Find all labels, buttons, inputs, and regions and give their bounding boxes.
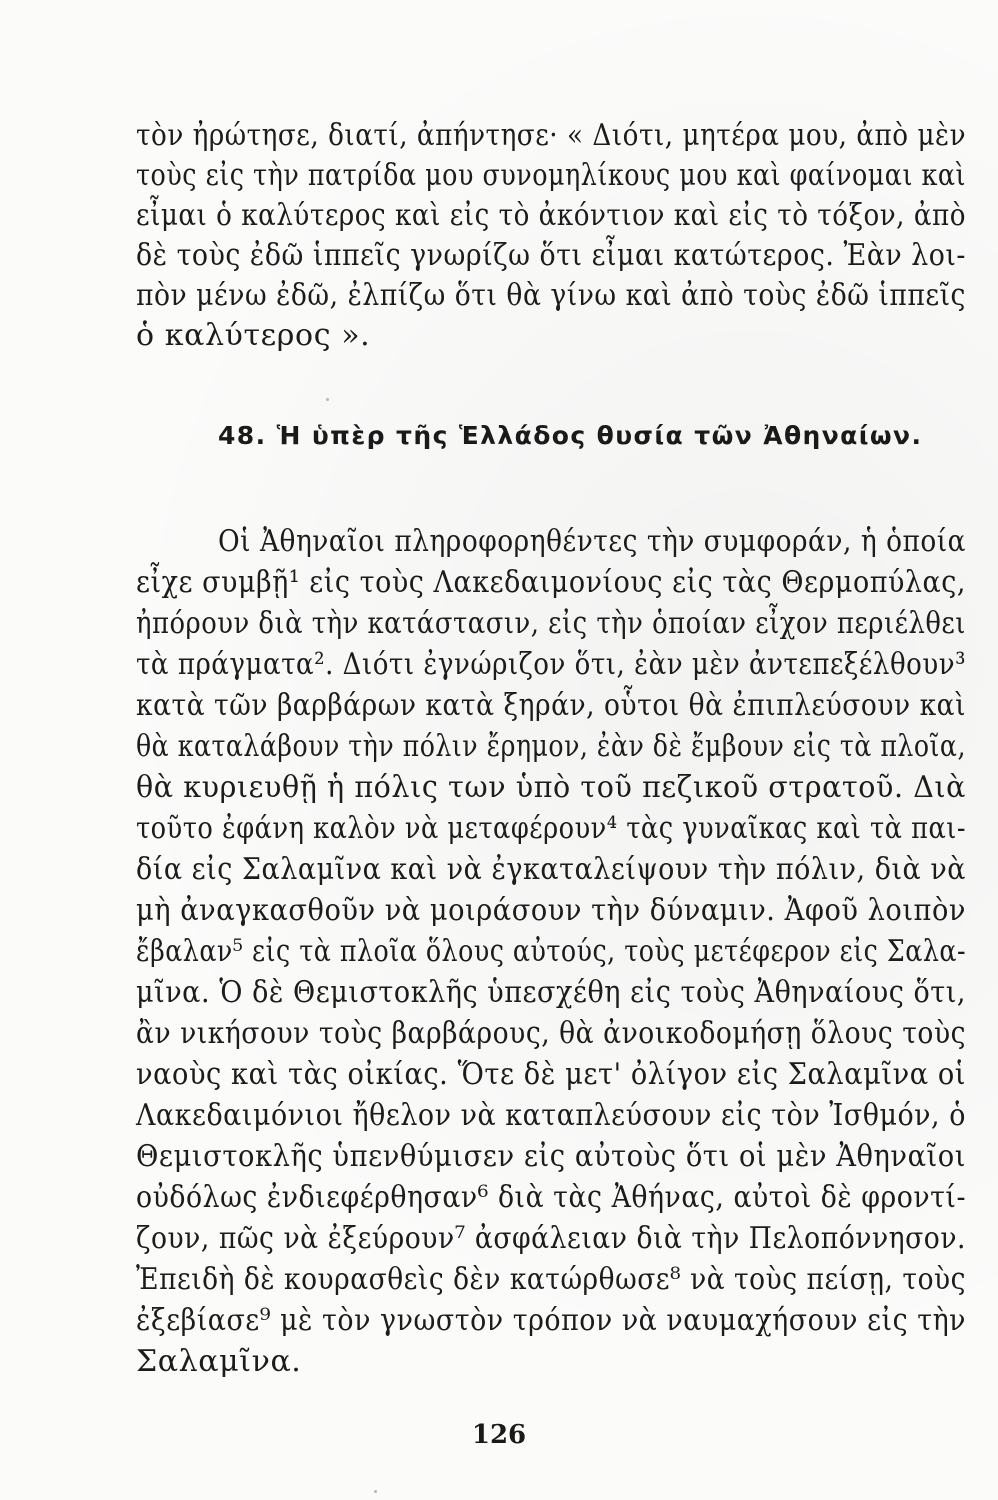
- text-line: μῖνα. Ὁ δὲ Θεμιστοκλῆς ὑπεσχέθη εἰς τοὺς Ἀθηναίους ὅτι,: [136, 975, 967, 1010]
- text-line: κατὰ τῶν βαρβάρων κατὰ ξηράν, οὗτοι θὰ ἐπιπλεύσουν καὶ: [136, 688, 967, 723]
- text-line: Λακεδαιμόνιοι ἤθελον νὰ καταπλεύσουν εἰς τὸν Ἰσθμόν, ὁ: [136, 1098, 966, 1133]
- page-number: 126: [471, 1420, 527, 1450]
- text-line: ναοὺς καὶ τὰς οἰκίας. Ὅτε δὲ μετ' ὀλίγον εἰς Σαλαμῖνα οἱ: [136, 1057, 967, 1092]
- text-line: τοὺς εἰς τὴν πατρίδα μου συνομηλίκους μου καὶ φαίνομαι καὶ: [136, 158, 967, 193]
- text-line: οὐδόλως ἐνδιεφέρθησαν⁶ διὰ τὰς Ἀθήνας, αὐτοὶ δὲ φροντί-: [136, 1180, 967, 1215]
- text-line: Ἐπειδὴ δὲ κουρασθεὶς δὲν κατώρθωσε⁸ νὰ τοὺς πείσῃ, τοὺς: [136, 1262, 967, 1297]
- text-line: θὰ κυριευθῇ ἡ πόλις των ὑπὸ τοῦ πεζικοῦ στρατοῦ. Διὰ: [136, 770, 967, 805]
- text-line: τοῦτο ἐφάνη καλὸν νὰ μεταφέρουν⁴ τὰς γυναῖκας καὶ τὰ παι-: [136, 811, 967, 846]
- text-line: Σαλαμῖνα.: [136, 1344, 302, 1379]
- text-line: ὁ καλύτερος ».: [136, 318, 371, 353]
- text-line: θὰ καταλάβουν τὴν πόλιν ἔρημον, ἐὰν δὲ ἔμβουν εἰς τὰ πλοῖα,: [136, 729, 966, 764]
- section-heading: 48. Ἡ ὑπὲρ τῆς Ἑλλάδος θυσία τῶν Ἀθηναίων.: [218, 421, 923, 450]
- text-line: πὸν μένω ἐδῶ, ἐλπίζω ὅτι θὰ γίνω καὶ ἀπὸ τοὺς ἐδῶ ἱππεῖς: [136, 278, 966, 313]
- paper-speck: [326, 398, 329, 401]
- text-line: Θεμιστοκλῆς ὑπενθύμισεν εἰς αὐτοὺς ὅτι οἱ μὲν Ἀθηναῖοι: [136, 1139, 967, 1174]
- text-line: ἂν νικήσουν τοὺς βαρβάρους, θὰ ἀνοικοδομήσῃ ὅλους τοὺς: [136, 1016, 967, 1051]
- text-line: ζουν, πῶς νὰ ἐξεύρουν⁷ ἀσφάλειαν διὰ τὴν Πελοπόννησον.: [136, 1221, 967, 1256]
- text-line: τὰ πράγματα². Διότι ἐγνώριζον ὅτι, ἐὰν μὲν ἀντεπεξέλθουν³: [136, 647, 967, 682]
- text-line: εἶμαι ὁ καλύτερος καὶ εἰς τὸ ἀκόντιον καὶ εἰς τὸ τόξον, ἀπὸ: [136, 198, 967, 233]
- text-line: εἶχε συμβῇ¹ εἰς τοὺς Λακεδαιμονίους εἰς τὰς Θερμοπύλας,: [136, 565, 967, 600]
- text-line: ἠπόρουν διὰ τὴν κατάστασιν, εἰς τὴν ὁποίαν εἶχον περιέλθει: [136, 606, 966, 641]
- text-line: Οἱ Ἀθηναῖοι πληροφορηθέντες τὴν συμφοράν, ἡ ὁποία: [218, 524, 967, 559]
- text-line: ἐξεβίασε⁹ μὲ τὸν γνωστὸν τρόπον νὰ ναυμαχήσουν εἰς τὴν: [136, 1303, 967, 1338]
- paper-speck: [374, 1490, 377, 1493]
- text-line: μὴ ἀναγκασθοῦν νὰ μοιράσουν τὴν δύναμιν. Ἀφοῦ λοιπὸν: [136, 893, 966, 928]
- text-line: δία εἰς Σαλαμῖνα καὶ νὰ ἐγκαταλείψουν τὴν πόλιν, διὰ νὰ: [136, 852, 966, 887]
- text-line: ἔβαλαν⁵ εἰς τὰ πλοῖα ὅλους αὐτούς, τοὺς μετέφερον εἰς Σαλα-: [136, 934, 967, 969]
- text-line: δὲ τοὺς ἐδῶ ἱππεῖς γνωρίζω ὅτι εἶμαι κατώτερος. Ἐὰν λοι-: [136, 238, 967, 273]
- text-line: τὸν ἠρώτησε, διατί, ἀπήντησε· « Διότι, μητέρα μου, ἀπὸ μὲν: [136, 118, 967, 153]
